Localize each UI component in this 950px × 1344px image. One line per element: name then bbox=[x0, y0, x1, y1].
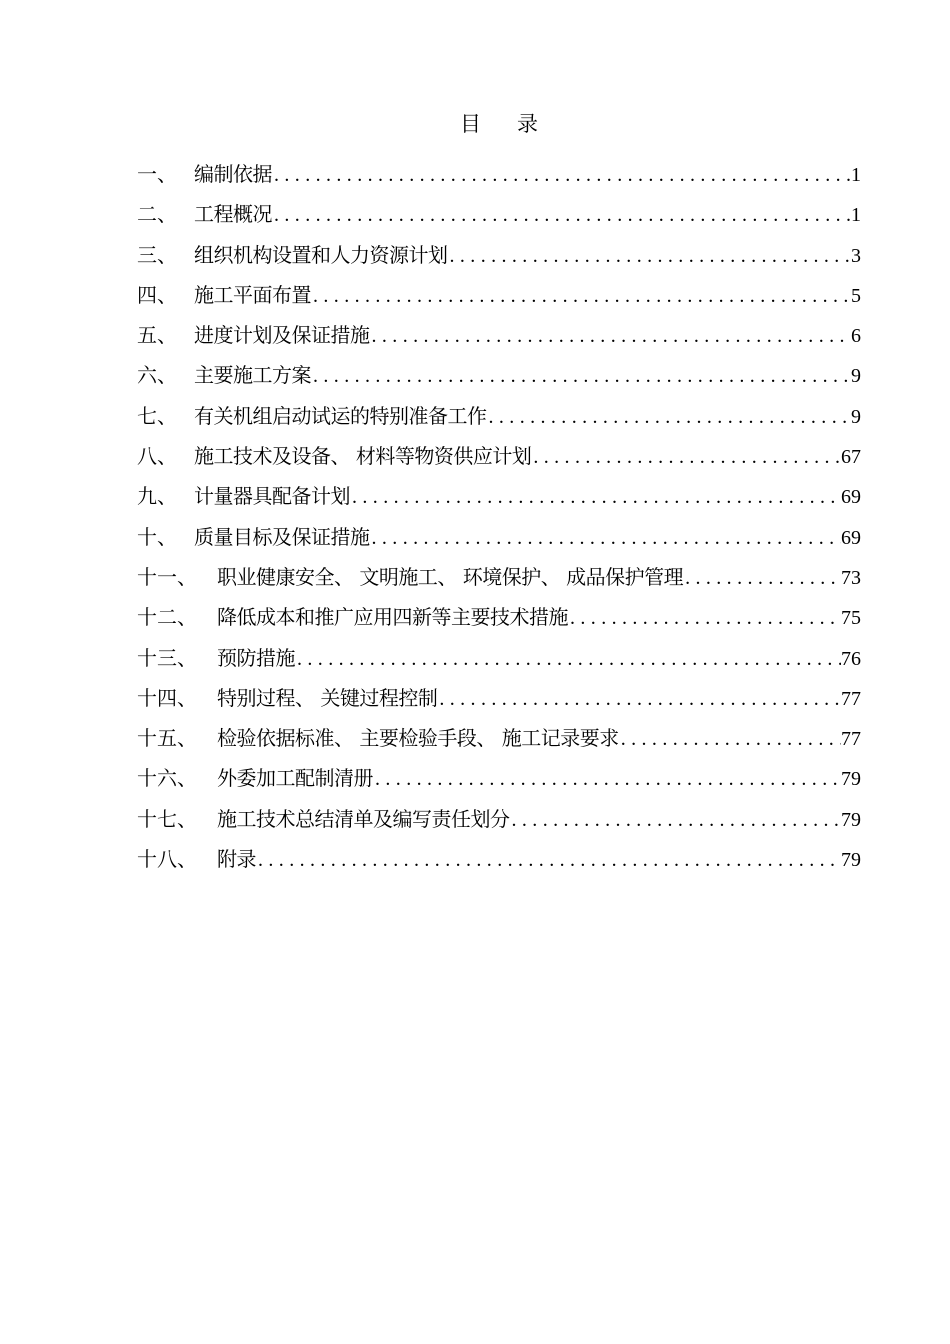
toc-title-left: 目 bbox=[460, 112, 481, 136]
toc-entry-title: 计量器具配备计划 bbox=[194, 484, 350, 509]
toc-entry-page: 77 bbox=[841, 728, 861, 751]
toc-entry-number: 四、 bbox=[137, 282, 177, 307]
toc-dot-leader bbox=[272, 195, 851, 235]
toc-entry[interactable] bbox=[137, 355, 861, 395]
toc-entry[interactable] bbox=[137, 275, 861, 315]
toc-dot-leader bbox=[295, 639, 841, 679]
toc-dot-leader bbox=[683, 558, 841, 598]
toc-entry-title: 特别过程、 关键过程控制 bbox=[217, 685, 438, 710]
toc-entry[interactable] bbox=[137, 758, 861, 798]
toc-entry[interactable] bbox=[137, 436, 861, 476]
toc-dot-leader bbox=[272, 155, 851, 195]
toc-entry-page: 9 bbox=[851, 365, 861, 388]
toc-entry-page: 79 bbox=[841, 768, 861, 791]
toc-title-right: 录 bbox=[517, 112, 538, 136]
toc-entry-number: 五、 bbox=[137, 323, 177, 348]
toc-entry-page: 1 bbox=[851, 164, 861, 186]
toc-entry-page: 67 bbox=[841, 446, 861, 469]
toc-entry[interactable] bbox=[137, 396, 861, 436]
toc-entry-title: 附录 bbox=[217, 847, 256, 872]
toc-entry-title: 预防措施 bbox=[217, 645, 295, 670]
toc-dot-leader bbox=[487, 397, 852, 437]
toc-entry-page: 6 bbox=[851, 325, 861, 348]
toc-entry-title: 外委加工配制清册 bbox=[217, 766, 373, 791]
toc-dot-leader bbox=[568, 598, 841, 638]
toc-entry-number: 十四、 bbox=[137, 685, 197, 710]
toc-entry-title: 编制依据 bbox=[194, 162, 272, 186]
toc-dot-leader bbox=[256, 840, 841, 880]
toc-entry-number: 十三、 bbox=[137, 645, 197, 670]
toc-entry[interactable] bbox=[137, 315, 861, 355]
toc-entry[interactable] bbox=[137, 638, 861, 678]
toc-entry-title: 进度计划及保证措施 bbox=[194, 323, 370, 348]
toc-entry-number: 九、 bbox=[137, 484, 177, 509]
toc-dot-leader bbox=[350, 477, 841, 517]
toc-entry-title: 降低成本和推广应用四新等主要技术措施 bbox=[217, 605, 568, 630]
toc-dot-leader bbox=[510, 800, 842, 840]
toc-entry[interactable] bbox=[137, 799, 861, 839]
toc-entry-page: 79 bbox=[841, 808, 861, 831]
toc-entry-page: 69 bbox=[841, 486, 861, 509]
toc-entry-page: 73 bbox=[841, 566, 861, 589]
toc-entry-page: 69 bbox=[841, 526, 861, 549]
toc-entry-number: 二、 bbox=[137, 202, 177, 227]
toc-entry-page: 3 bbox=[851, 244, 861, 267]
toc-entry-page: 79 bbox=[841, 849, 861, 872]
toc-dot-leader bbox=[311, 276, 851, 316]
toc-entry-title: 施工技术总结清单及编写责任划分 bbox=[217, 806, 510, 831]
toc-dot-leader bbox=[448, 236, 852, 276]
toc-dot-leader bbox=[437, 679, 841, 719]
toc-entry-number: 一、 bbox=[137, 162, 177, 186]
toc-dot-leader bbox=[619, 719, 841, 759]
toc-entry-number: 七、 bbox=[137, 403, 177, 428]
toc-entry[interactable] bbox=[137, 557, 861, 597]
toc-entry-page: 76 bbox=[841, 647, 861, 670]
toc-entry-title: 施工技术及设备、 材料等物资供应计划 bbox=[194, 444, 532, 469]
toc-entry-title: 施工平面布置 bbox=[194, 282, 311, 307]
toc-dot-leader bbox=[370, 518, 842, 558]
toc-entry-title: 职业健康安全、 文明施工、 环境保护、 成品保护管理 bbox=[217, 564, 684, 589]
toc-entry-number: 八、 bbox=[137, 444, 177, 469]
toc-entry-number: 十七、 bbox=[137, 806, 197, 831]
toc-entry[interactable] bbox=[137, 718, 861, 758]
toc-entry-page: 1 bbox=[851, 204, 861, 227]
toc-entry-number: 十、 bbox=[137, 524, 177, 549]
toc-entry-number: 六、 bbox=[137, 363, 177, 388]
toc-dot-leader bbox=[373, 759, 841, 799]
toc-entry-title: 工程概况 bbox=[194, 202, 272, 227]
toc-entry-number: 十八、 bbox=[137, 847, 197, 872]
toc-entry[interactable] bbox=[137, 517, 861, 557]
toc-entry[interactable] bbox=[137, 194, 861, 234]
toc-entry-number: 十一、 bbox=[137, 564, 197, 589]
toc-entry[interactable] bbox=[137, 154, 861, 194]
toc-entry-title: 有关机组启动试运的特别准备工作 bbox=[194, 403, 487, 428]
toc-dot-leader bbox=[370, 316, 852, 356]
toc-entry-number: 十二、 bbox=[137, 605, 197, 630]
toc-entry[interactable] bbox=[137, 839, 861, 879]
toc-entry[interactable] bbox=[137, 678, 861, 718]
toc-entry[interactable] bbox=[137, 476, 861, 516]
toc-entry-page: 77 bbox=[841, 687, 861, 710]
toc-entry-number: 三、 bbox=[137, 242, 177, 267]
toc-entry-number: 十五、 bbox=[137, 726, 197, 751]
toc-dot-leader bbox=[311, 356, 851, 396]
toc-dot-leader bbox=[531, 437, 841, 477]
table-of-contents bbox=[137, 154, 861, 879]
toc-entry-page: 5 bbox=[851, 284, 861, 307]
toc-entry-title: 组织机构设置和人力资源计划 bbox=[194, 242, 448, 267]
toc-entry[interactable] bbox=[137, 235, 861, 275]
toc-entry[interactable] bbox=[137, 597, 861, 637]
toc-entry-page: 75 bbox=[841, 607, 861, 630]
toc-entry-title: 主要施工方案 bbox=[194, 363, 311, 388]
toc-title bbox=[0, 108, 950, 138]
toc-entry-title: 检验依据标准、 主要检验手段、 施工记录要求 bbox=[217, 726, 619, 751]
toc-entry-number: 十六、 bbox=[137, 766, 197, 791]
toc-entry-title: 质量目标及保证措施 bbox=[194, 524, 370, 549]
toc-entry-page: 9 bbox=[851, 405, 861, 428]
